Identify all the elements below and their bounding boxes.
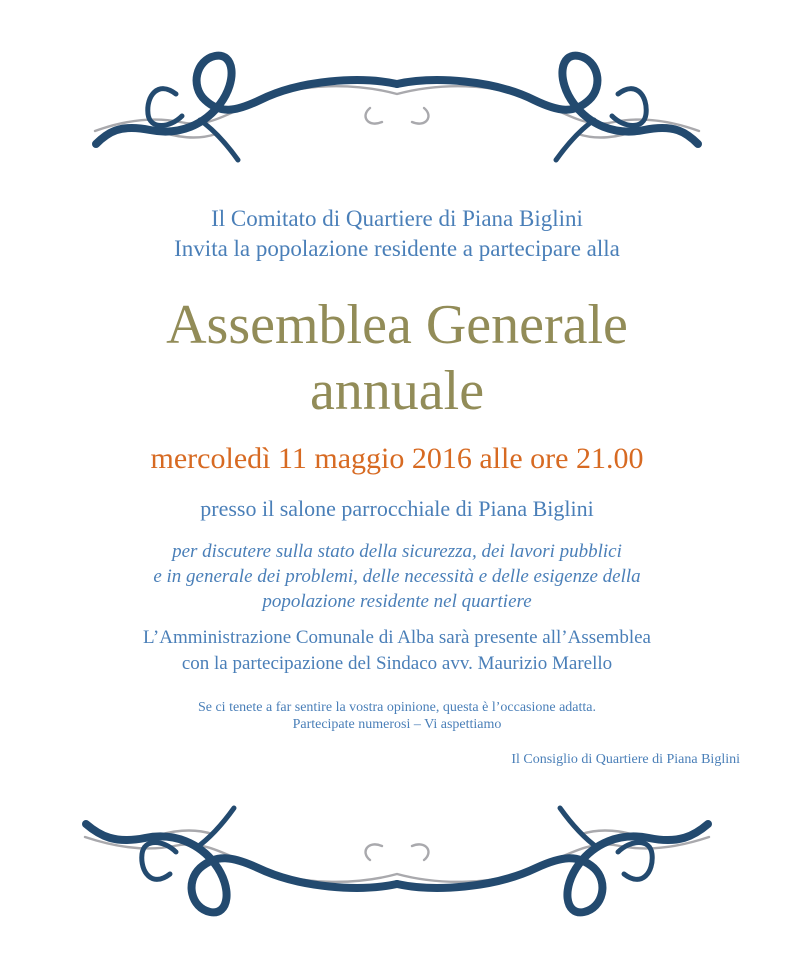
event-venue: presso il salone parrocchiale di Piana Biglini: [200, 496, 594, 521]
bottom-ribbon-ornament: [0, 790, 794, 950]
administration-line-2: con la partecipazione del Sindaco avv. Maurizio Marello: [181, 653, 613, 674]
event-title-line-2: annuale: [309, 360, 485, 422]
closing-line-1: Se ci tenete a far sentire la vostra opinione, questa è l’occasione adatta.: [197, 700, 597, 715]
administration-line-1: L’Amministrazione Comunale di Alba sarà presente all’Assemblea: [143, 627, 651, 648]
purpose-line-3: popolazione residente nel quartiere: [262, 591, 532, 612]
signature: Il Consiglio di Quartiere di Piana Biglini: [511, 752, 740, 767]
event-date-time: mercoledì 11 maggio 2016 alle ore 21.00: [150, 442, 644, 475]
intro-line-committee: Il Comitato di Quartiere di Piana Biglini: [211, 206, 583, 231]
event-title-line-1: Assemblea Generale: [166, 294, 628, 356]
top-ribbon-ornament: [0, 18, 794, 178]
purpose-line-2: e in generale dei problemi, delle necessità e delle esigenze della: [153, 566, 641, 587]
closing-line-2: Partecipate numerosi – Vi aspettiamo: [292, 717, 502, 732]
intro-line-invite: Invita la popolazione residente a partecipare alla: [174, 236, 620, 261]
purpose-line-1: per discutere sulla stato della sicurezza, dei lavori pubblici: [172, 541, 622, 562]
